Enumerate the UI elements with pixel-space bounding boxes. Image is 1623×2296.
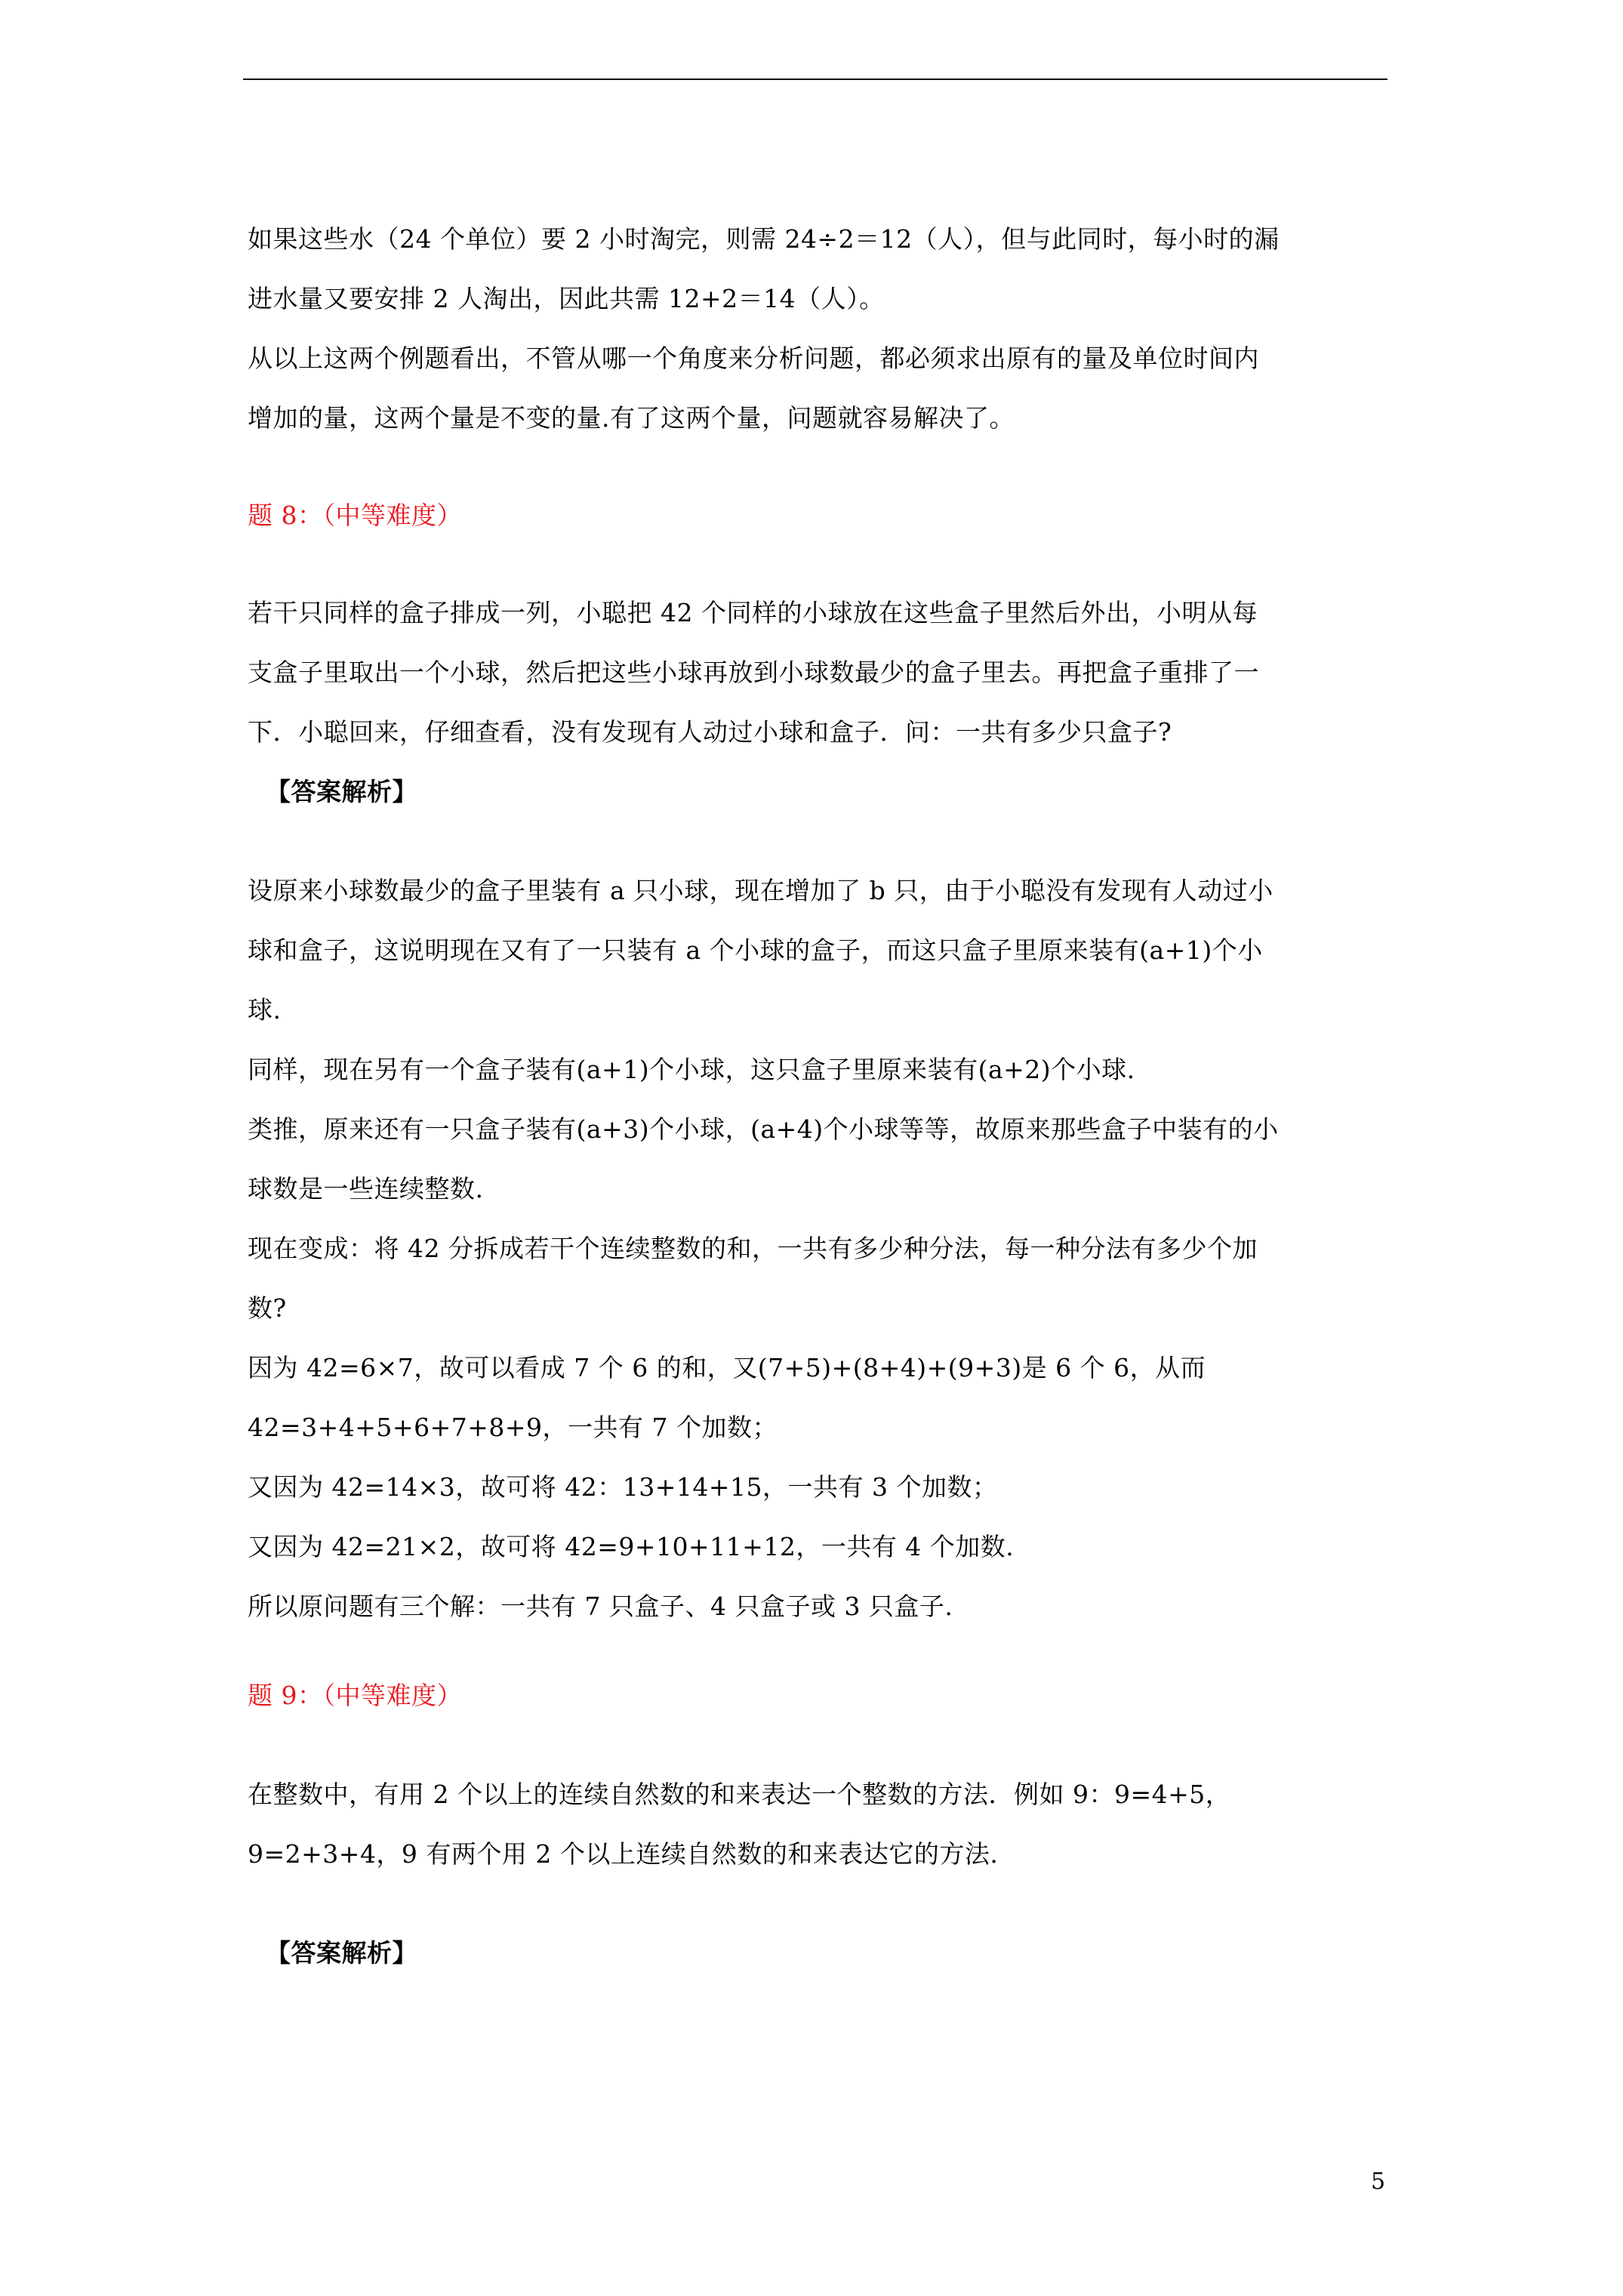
question-9-heading: 题 9：（中等难度） bbox=[248, 1681, 462, 1710]
header-rule bbox=[243, 79, 1387, 80]
question-9-line-2: 9=2+3+4，9 有两个用 2 个以上连续自然数的和来表达它的方法. bbox=[248, 1839, 999, 1869]
question-8-heading: 题 8：（中等难度） bbox=[248, 501, 462, 530]
question-8-line-2: 支盒子里取出一个小球，然后把这些小球再放到小球数最少的盒子里去。再把盒子重排了一 bbox=[248, 658, 1259, 687]
answer-8-line-2: 球和盒子，这说明现在又有了一只装有 a 个小球的盒子，而这只盒子里原来装有(a+1)个小 bbox=[248, 935, 1263, 965]
answer-8-line-5: 类推，原来还有一只盒子装有(a+3)个小球，(a+4)个小球等等，故原来那些盒子中装有的小 bbox=[248, 1114, 1279, 1144]
question-8-line-3: 下．小聪回来，仔细查看，没有发现有人动过小球和盒子．问：一共有多少只盒子? bbox=[248, 717, 1172, 747]
answer-8-line-1: 设原来小球数最少的盒子里装有 a 只小球，现在增加了 b 只，由于小聪没有发现有人动过小 bbox=[248, 876, 1273, 905]
question-8-answer-label: 【答案解析】 bbox=[266, 777, 417, 806]
answer-8-line-7: 现在变成：将 42 分拆成若干个连续整数的和，一共有多少种分法，每一种分法有多少个加 bbox=[248, 1234, 1258, 1263]
answer-8-line-3: 球. bbox=[248, 995, 282, 1025]
question-9-answer-label: 【答案解析】 bbox=[266, 1938, 417, 1968]
question-9-line-1: 在整数中，有用 2 个以上的连续自然数的和来表达一个整数的方法．例如 9：9=4+5， bbox=[248, 1780, 1231, 1809]
answer-8-line-6: 球数是一些连续整数. bbox=[248, 1174, 484, 1203]
answer-8-line-13: 所以原问题有三个解：一共有 7 只盒子、4 只盒子或 3 只盒子. bbox=[248, 1592, 953, 1621]
page-number: 5 bbox=[1371, 2168, 1386, 2195]
intro-line-2: 进水量又要安排 2 人淘出，因此共需 12+2＝14（人）。 bbox=[248, 284, 885, 313]
intro-line-1: 如果这些水（24 个单位）要 2 小时淘完，则需 24÷2＝12（人），但与此同时，每小时的漏 bbox=[248, 224, 1280, 254]
answer-8-line-8: 数? bbox=[248, 1293, 287, 1323]
question-8-line-1: 若干只同样的盒子排成一列，小聪把 42 个同样的小球放在这些盒子里然后外出，小明从每 bbox=[248, 598, 1258, 627]
answer-8-line-9: 因为 42=6×7，故可以看成 7 个 6 的和，又(7+5)+(8+4)+(9+3)是 6 个 6，从而 bbox=[248, 1353, 1206, 1382]
answer-8-line-12: 又因为 42=21×2，故可将 42=9+10+11+12，一共有 4 个加数. bbox=[248, 1532, 1015, 1561]
intro-line-4: 增加的量，这两个量是不变的量.有了这两个量，问题就容易解决了。 bbox=[248, 403, 1015, 433]
answer-8-line-11: 又因为 42=14×3，故可将 42：13+14+15，一共有 3 个加数； bbox=[248, 1472, 998, 1502]
answer-8-line-10: 42=3+4+5+6+7+8+9，一共有 7 个加数； bbox=[248, 1413, 778, 1442]
answer-8-line-4: 同样，现在另有一个盒子装有(a+1)个小球，这只盒子里原来装有(a+2)个小球. bbox=[248, 1055, 1135, 1084]
intro-line-3: 从以上这两个例题看出，不管从哪一个角度来分析问题，都必须求出原有的量及单位时间内 bbox=[248, 344, 1259, 373]
